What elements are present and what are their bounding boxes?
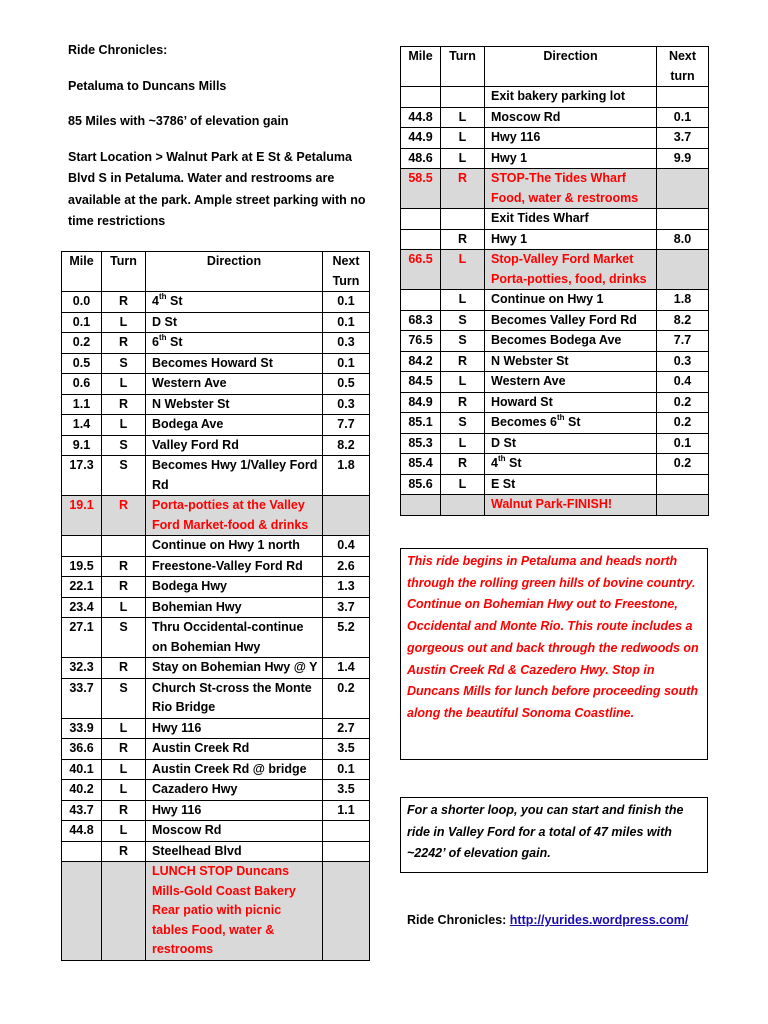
turn-cell: R bbox=[102, 800, 146, 821]
mile-cell: 44.8 bbox=[401, 107, 441, 128]
mile-cell bbox=[62, 841, 102, 862]
turn-cell bbox=[102, 862, 146, 961]
next-turn-cell: 0.2 bbox=[323, 678, 370, 718]
cue-row bbox=[62, 333, 370, 354]
mile-cell: 40.1 bbox=[62, 759, 102, 780]
next-turn-cell: 3.5 bbox=[323, 739, 370, 760]
direction-cell: Continue on Hwy 1 north bbox=[146, 536, 323, 557]
direction-cell bbox=[146, 292, 323, 313]
turn-cell: R bbox=[441, 454, 485, 475]
footer bbox=[407, 913, 688, 927]
cue-row bbox=[401, 433, 709, 454]
cue-row bbox=[401, 107, 709, 128]
next-turn-cell: 3.5 bbox=[323, 780, 370, 801]
turn-cell bbox=[441, 87, 485, 108]
direction-cell: N Webster St bbox=[146, 394, 323, 415]
direction-cell bbox=[146, 333, 323, 354]
next-turn-cell bbox=[657, 169, 709, 209]
start-location: Start Location > Walnut Park at E St & Petaluma Blvd S in Petaluma. Water and restrooms are available at the park. Ample street parking with no time restrictions bbox=[68, 149, 366, 228]
mile-cell: 23.4 bbox=[62, 597, 102, 618]
cue-row bbox=[401, 148, 709, 169]
cue-row bbox=[62, 759, 370, 780]
mile-cell: 1.4 bbox=[62, 415, 102, 436]
next-turn-cell: 7.7 bbox=[657, 331, 709, 352]
direction-cell: Bodega Ave bbox=[146, 415, 323, 436]
next-turn-cell: 1.3 bbox=[323, 577, 370, 598]
cue-row bbox=[62, 618, 370, 658]
cue-row bbox=[62, 780, 370, 801]
ride-description: This ride begins in Petaluma and heads north through the rolling green hills of bovine country. Continue on Bohemian Hwy out to Freestone, Occidental and Monte Rio. This route includes a gorgeous out and back through the redwoods on Austin Creek Rd & Cazedero Hwy. Stop in Duncans Mills for lunch before proceeding south along the beautiful Sonoma Coastline. bbox=[407, 554, 699, 720]
direction-cell: Exit bakery parking lot bbox=[485, 87, 657, 108]
turn-cell: L bbox=[102, 312, 146, 333]
cue-row bbox=[401, 87, 709, 108]
direction-cell: Stop-Valley Ford Market Porta-potties, food, drinks bbox=[485, 250, 657, 290]
direction-cell: Becomes Hwy 1/Valley Ford Rd bbox=[146, 456, 323, 496]
column-header: Turn bbox=[441, 47, 485, 87]
column-header: Mile bbox=[401, 47, 441, 87]
turn-cell: L bbox=[441, 372, 485, 393]
turn-cell: L bbox=[102, 821, 146, 842]
direction-cell: Western Ave bbox=[485, 372, 657, 393]
mile-cell: 17.3 bbox=[62, 456, 102, 496]
turn-cell: R bbox=[102, 739, 146, 760]
turn-cell: R bbox=[441, 229, 485, 250]
cue-sheet-table-1 bbox=[61, 251, 370, 961]
next-turn-cell: 0.3 bbox=[657, 351, 709, 372]
turn-cell: R bbox=[102, 556, 146, 577]
direction-cell: Walnut Park-FINISH! bbox=[485, 495, 657, 516]
stop-row bbox=[62, 862, 370, 961]
direction-cell: Howard St bbox=[485, 392, 657, 413]
cue-row bbox=[62, 718, 370, 739]
turn-cell: L bbox=[441, 148, 485, 169]
next-turn-cell: 0.1 bbox=[657, 433, 709, 454]
direction-text: 4 bbox=[152, 294, 159, 308]
turn-cell: R bbox=[102, 496, 146, 536]
mile-cell: 85.4 bbox=[401, 454, 441, 475]
direction-text: St bbox=[166, 294, 183, 308]
next-turn-cell: 0.1 bbox=[323, 312, 370, 333]
cue-row bbox=[401, 310, 709, 331]
turn-cell: L bbox=[102, 597, 146, 618]
turn-cell: R bbox=[102, 394, 146, 415]
direction-cell: Western Ave bbox=[146, 374, 323, 395]
direction-text: St bbox=[166, 335, 183, 349]
direction-cell: Becomes Bodega Ave bbox=[485, 331, 657, 352]
mile-cell bbox=[401, 87, 441, 108]
turn-cell: R bbox=[441, 392, 485, 413]
mile-cell: 1.1 bbox=[62, 394, 102, 415]
direction-cell: Cazadero Hwy bbox=[146, 780, 323, 801]
direction-cell: Hwy 1 bbox=[485, 148, 657, 169]
turn-cell: R bbox=[102, 577, 146, 598]
direction-text: 6 bbox=[152, 335, 159, 349]
mile-cell: 68.3 bbox=[401, 310, 441, 331]
direction-cell: Austin Creek Rd bbox=[146, 739, 323, 760]
turn-cell: L bbox=[441, 474, 485, 495]
mile-cell: 36.6 bbox=[62, 739, 102, 760]
cue-row bbox=[401, 454, 709, 475]
next-turn-cell: 8.2 bbox=[657, 310, 709, 331]
direction-cell: Hwy 116 bbox=[146, 800, 323, 821]
turn-cell: L bbox=[441, 128, 485, 149]
turn-cell: R bbox=[441, 351, 485, 372]
cue-row bbox=[62, 312, 370, 333]
mile-cell: 76.5 bbox=[401, 331, 441, 352]
mile-cell: 85.3 bbox=[401, 433, 441, 454]
mile-cell: 0.6 bbox=[62, 374, 102, 395]
mile-cell: 33.9 bbox=[62, 718, 102, 739]
direction-cell: Steelhead Blvd bbox=[146, 841, 323, 862]
ride-stats: 85 Miles with ~3786’ of elevation gain bbox=[68, 114, 289, 128]
footer-label: Ride Chronicles: bbox=[407, 913, 510, 927]
mile-cell: 44.8 bbox=[62, 821, 102, 842]
next-turn-cell: 0.4 bbox=[657, 372, 709, 393]
column-header: Direction bbox=[485, 47, 657, 87]
blog-link[interactable]: http://yurides.wordpress.com/ bbox=[509, 913, 689, 927]
shorter-loop-box bbox=[400, 797, 708, 873]
next-turn-cell: 0.1 bbox=[323, 759, 370, 780]
turn-cell: R bbox=[102, 658, 146, 679]
turn-cell: R bbox=[441, 169, 485, 209]
mile-cell: 44.9 bbox=[401, 128, 441, 149]
next-turn-cell: 0.1 bbox=[323, 353, 370, 374]
cue-row bbox=[401, 290, 709, 311]
cue-row bbox=[62, 456, 370, 496]
stop-row bbox=[401, 495, 709, 516]
mile-cell: 0.1 bbox=[62, 312, 102, 333]
turn-cell: R bbox=[102, 841, 146, 862]
ordinal-suffix: th bbox=[557, 412, 565, 422]
column-header: Mile bbox=[62, 252, 102, 292]
turn-cell: L bbox=[102, 415, 146, 436]
turn-cell bbox=[441, 209, 485, 230]
next-turn-cell bbox=[657, 209, 709, 230]
cue-row bbox=[401, 351, 709, 372]
direction-cell: Bodega Hwy bbox=[146, 577, 323, 598]
cue-row bbox=[62, 739, 370, 760]
direction-cell: Thru Occidental-continue on Bohemian Hwy bbox=[146, 618, 323, 658]
next-turn-cell: 9.9 bbox=[657, 148, 709, 169]
next-turn-cell bbox=[657, 474, 709, 495]
direction-cell: Exit Tides Wharf bbox=[485, 209, 657, 230]
turn-cell bbox=[102, 536, 146, 557]
direction-cell: Moscow Rd bbox=[485, 107, 657, 128]
next-turn-cell: 0.2 bbox=[657, 413, 709, 434]
next-turn-cell: 3.7 bbox=[323, 597, 370, 618]
direction-cell: Stay on Bohemian Hwy @ Y bbox=[146, 658, 323, 679]
mile-cell: 9.1 bbox=[62, 435, 102, 456]
next-turn-cell: 0.4 bbox=[323, 536, 370, 557]
route-title: Petaluma to Duncans Mills bbox=[68, 78, 227, 93]
direction-text: Becomes 6 bbox=[491, 415, 558, 429]
direction-cell: Hwy 116 bbox=[485, 128, 657, 149]
direction-cell: Hwy 1 bbox=[485, 229, 657, 250]
mile-cell: 32.3 bbox=[62, 658, 102, 679]
turn-cell: R bbox=[102, 333, 146, 354]
cue-row bbox=[401, 413, 709, 434]
direction-text: St bbox=[564, 415, 581, 429]
cue-row bbox=[62, 658, 370, 679]
mile-cell: 40.2 bbox=[62, 780, 102, 801]
mile-cell bbox=[401, 495, 441, 516]
direction-cell: Freestone-Valley Ford Rd bbox=[146, 556, 323, 577]
direction-cell: E St bbox=[485, 474, 657, 495]
mile-cell bbox=[401, 290, 441, 311]
cue-row bbox=[401, 229, 709, 250]
turn-cell: L bbox=[441, 250, 485, 290]
next-turn-cell bbox=[657, 87, 709, 108]
next-turn-cell: 1.4 bbox=[323, 658, 370, 679]
column-header: Next Turn bbox=[323, 252, 370, 292]
direction-cell bbox=[485, 454, 657, 475]
turn-cell: S bbox=[441, 331, 485, 352]
mile-cell: 0.0 bbox=[62, 292, 102, 313]
direction-cell: LUNCH STOP Duncans Mills-Gold Coast Bakery Rear patio with picnic tables Food, water & restrooms bbox=[146, 862, 323, 961]
turn-cell: S bbox=[102, 618, 146, 658]
stop-row bbox=[62, 496, 370, 536]
mile-cell bbox=[62, 862, 102, 961]
next-turn-cell: 0.5 bbox=[323, 374, 370, 395]
turn-cell: S bbox=[102, 353, 146, 374]
mile-cell: 66.5 bbox=[401, 250, 441, 290]
turn-cell: L bbox=[102, 780, 146, 801]
column-header: Turn bbox=[102, 252, 146, 292]
next-turn-cell: 0.3 bbox=[323, 394, 370, 415]
heading: Ride Chronicles: bbox=[68, 43, 168, 57]
cue-row bbox=[62, 353, 370, 374]
next-turn-cell: 0.1 bbox=[657, 107, 709, 128]
cue-row bbox=[62, 821, 370, 842]
mile-cell: 27.1 bbox=[62, 618, 102, 658]
next-turn-cell: 2.6 bbox=[323, 556, 370, 577]
turn-cell bbox=[441, 495, 485, 516]
turn-cell: L bbox=[441, 290, 485, 311]
direction-cell: Becomes Valley Ford Rd bbox=[485, 310, 657, 331]
next-turn-cell: 0.1 bbox=[323, 292, 370, 313]
next-turn-cell: 0.2 bbox=[657, 392, 709, 413]
next-turn-cell bbox=[657, 495, 709, 516]
cue-sheet-table-2 bbox=[400, 46, 709, 516]
next-turn-cell bbox=[323, 821, 370, 842]
mile-cell: 19.5 bbox=[62, 556, 102, 577]
direction-cell: D St bbox=[485, 433, 657, 454]
ordinal-suffix: th bbox=[497, 453, 506, 463]
direction-cell: Becomes Howard St bbox=[146, 353, 323, 374]
next-turn-cell: 5.2 bbox=[323, 618, 370, 658]
cue-sheet-table-1-body bbox=[62, 252, 370, 961]
header-row bbox=[62, 252, 370, 292]
mile-cell: 85.6 bbox=[401, 474, 441, 495]
mile-cell: 33.7 bbox=[62, 678, 102, 718]
next-turn-cell: 1.8 bbox=[657, 290, 709, 311]
mile-cell: 0.2 bbox=[62, 333, 102, 354]
cue-row bbox=[62, 536, 370, 557]
cue-row bbox=[62, 374, 370, 395]
mile-cell: 84.5 bbox=[401, 372, 441, 393]
next-turn-cell bbox=[323, 862, 370, 961]
next-turn-cell bbox=[323, 496, 370, 536]
cue-row bbox=[401, 392, 709, 413]
column-header: Direction bbox=[146, 252, 323, 292]
cue-row bbox=[401, 372, 709, 393]
mile-cell bbox=[401, 209, 441, 230]
turn-cell: S bbox=[102, 435, 146, 456]
intro bbox=[68, 40, 368, 247]
direction-cell: N Webster St bbox=[485, 351, 657, 372]
next-turn-cell: 8.2 bbox=[323, 435, 370, 456]
cue-row bbox=[401, 474, 709, 495]
mile-cell: 43.7 bbox=[62, 800, 102, 821]
shorter-loop-text: For a shorter loop, you can start and finish the ride in Valley Ford for a total of 47 miles with ~2242’ of elevation gain. bbox=[407, 803, 684, 861]
ride-description-box bbox=[400, 548, 708, 760]
next-turn-cell: 0.3 bbox=[323, 333, 370, 354]
direction-cell: Bohemian Hwy bbox=[146, 597, 323, 618]
next-turn-cell: 2.7 bbox=[323, 718, 370, 739]
cue-row bbox=[62, 678, 370, 718]
direction-cell bbox=[485, 413, 657, 434]
cue-row bbox=[62, 841, 370, 862]
turn-cell: L bbox=[102, 759, 146, 780]
stop-row bbox=[401, 169, 709, 209]
cue-row bbox=[62, 800, 370, 821]
mile-cell: 85.1 bbox=[401, 413, 441, 434]
cue-row bbox=[62, 415, 370, 436]
cue-row bbox=[401, 209, 709, 230]
stop-row bbox=[401, 250, 709, 290]
direction-cell: Continue on Hwy 1 bbox=[485, 290, 657, 311]
next-turn-cell: 1.8 bbox=[323, 456, 370, 496]
direction-cell: Porta-potties at the Valley Ford Market-food & drinks bbox=[146, 496, 323, 536]
header-row bbox=[401, 47, 709, 87]
turn-cell: S bbox=[102, 456, 146, 496]
direction-text: 4 bbox=[491, 456, 498, 470]
turn-cell: S bbox=[102, 678, 146, 718]
direction-cell: Church St-cross the Monte Rio Bridge bbox=[146, 678, 323, 718]
turn-cell: S bbox=[441, 413, 485, 434]
direction-cell: Valley Ford Rd bbox=[146, 435, 323, 456]
mile-cell: 0.5 bbox=[62, 353, 102, 374]
cue-row bbox=[62, 394, 370, 415]
direction-text: St bbox=[505, 456, 522, 470]
turn-cell: L bbox=[102, 374, 146, 395]
direction-cell: Hwy 116 bbox=[146, 718, 323, 739]
turn-cell: L bbox=[441, 433, 485, 454]
cue-sheet-table-2-body bbox=[401, 47, 709, 516]
next-turn-cell: 3.7 bbox=[657, 128, 709, 149]
direction-cell: Moscow Rd bbox=[146, 821, 323, 842]
mile-cell: 48.6 bbox=[401, 148, 441, 169]
ordinal-suffix: th bbox=[158, 332, 167, 342]
next-turn-cell: 7.7 bbox=[323, 415, 370, 436]
cue-row bbox=[62, 556, 370, 577]
turn-cell: L bbox=[441, 107, 485, 128]
direction-cell: Austin Creek Rd @ bridge bbox=[146, 759, 323, 780]
mile-cell bbox=[401, 229, 441, 250]
mile-cell: 84.2 bbox=[401, 351, 441, 372]
turn-cell: L bbox=[102, 718, 146, 739]
next-turn-cell: 1.1 bbox=[323, 800, 370, 821]
mile-cell: 22.1 bbox=[62, 577, 102, 598]
cue-row bbox=[62, 292, 370, 313]
mile-cell: 84.9 bbox=[401, 392, 441, 413]
turn-cell: S bbox=[441, 310, 485, 331]
turn-cell: R bbox=[102, 292, 146, 313]
mile-cell: 58.5 bbox=[401, 169, 441, 209]
mile-cell: 19.1 bbox=[62, 496, 102, 536]
direction-cell: STOP-The Tides Wharf Food, water & restrooms bbox=[485, 169, 657, 209]
next-turn-cell bbox=[323, 841, 370, 862]
ordinal-suffix: th bbox=[158, 291, 167, 301]
cue-row bbox=[401, 331, 709, 352]
mile-cell bbox=[62, 536, 102, 557]
cue-row bbox=[62, 597, 370, 618]
cue-row bbox=[62, 577, 370, 598]
direction-cell: D St bbox=[146, 312, 323, 333]
cue-row bbox=[401, 128, 709, 149]
column-header: Next turn bbox=[657, 47, 709, 87]
next-turn-cell: 0.2 bbox=[657, 454, 709, 475]
next-turn-cell bbox=[657, 250, 709, 290]
cue-row bbox=[62, 435, 370, 456]
next-turn-cell: 8.0 bbox=[657, 229, 709, 250]
